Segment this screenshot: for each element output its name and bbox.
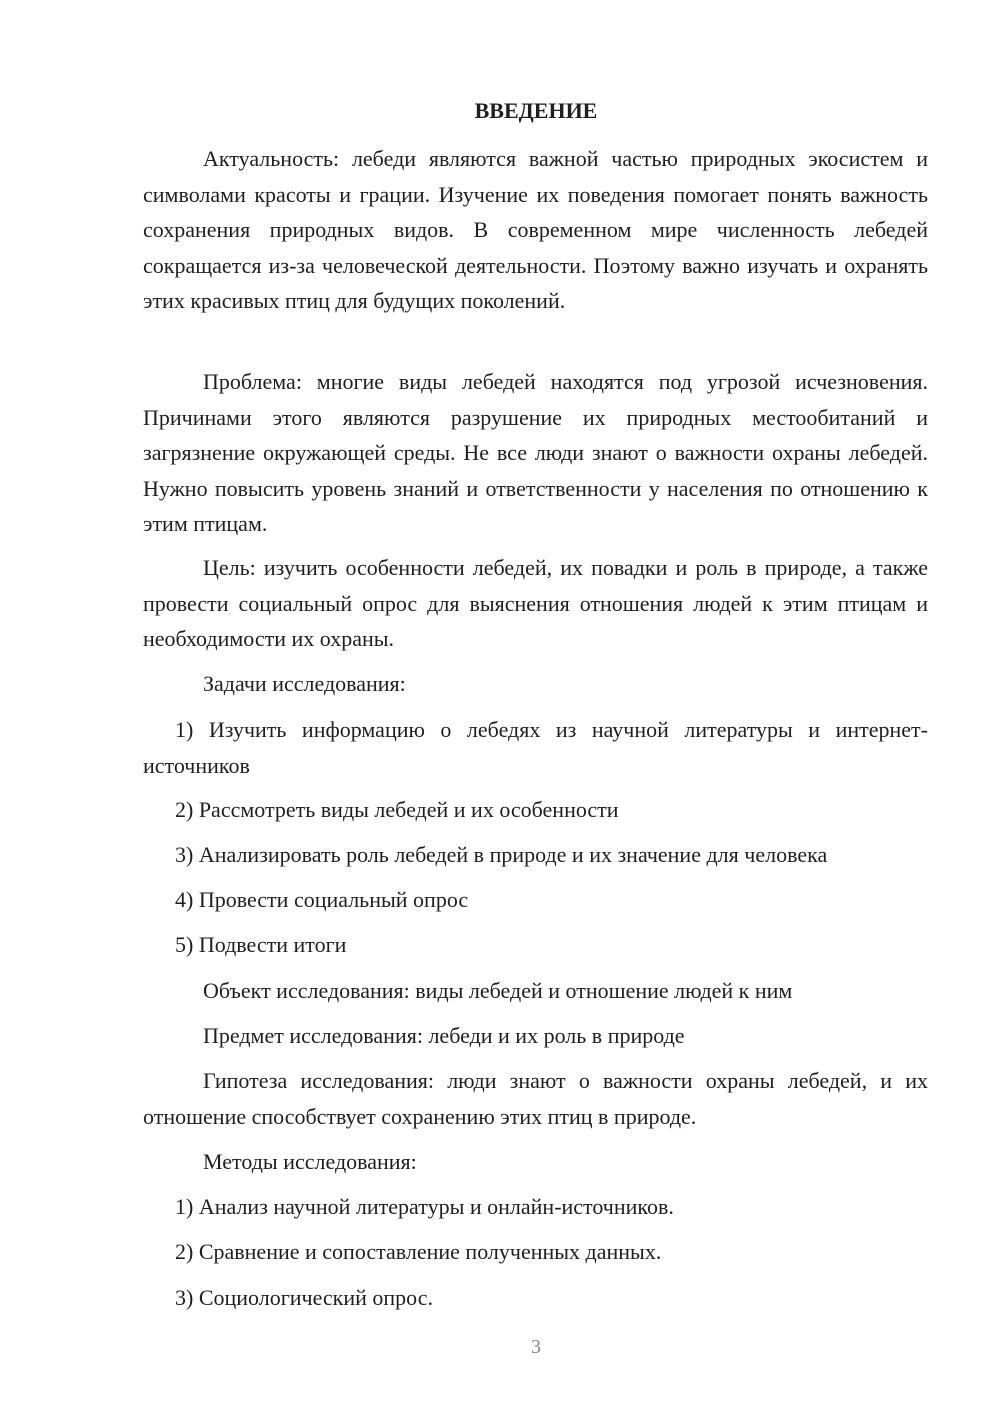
research-subject: Предмет исследования: лебеди и их роль в природе [203, 1023, 685, 1048]
task-item: 4) Провести социальный опрос [175, 887, 469, 912]
tasks-title: Задачи исследования: [203, 671, 406, 696]
relevance-paragraph: Актуальность: лебеди являются важной частью природных экосистем и символами красоты и грации. Изучение их поведения помогает понять важность сохранения природных видов. В современном мире численность лебедей сокращается из-за человеческой деятельности. Поэтому важно изучать и охранять этих красивых птиц для будущих поколений. [143, 146, 928, 313]
hypothesis-paragraph: Гипотеза исследования: люди знают о важности охраны лебедей, и их отношение способствует сохранению этих птиц в природе. [143, 1068, 928, 1129]
section-heading: ВВЕДЕНИЕ [474, 98, 598, 123]
problem-paragraph: Проблема: многие виды лебедей находятся под угрозой исчезновения. Причинами этого являются разрушение их природных местообитаний и загрязнение окружающей среды. Не все люди знают о важности охраны лебедей. Нужно повысить уровень знаний и ответственности у населения по отношению к этим птицам. [143, 369, 928, 536]
method-item: 1) Анализ научной литературы и онлайн-источников. [175, 1194, 674, 1219]
research-object: Объект исследования: виды лебедей и отношение людей к ним [203, 978, 793, 1003]
task-item: 3) Анализировать роль лебедей в природе и их значение для человека [175, 842, 828, 867]
methods-title: Методы исследования: [203, 1149, 417, 1174]
goal-paragraph: Цель: изучить особенности лебедей, их повадки и роль в природе, а также провести социальный опрос для выяснения отношения людей к этим птицам и необходимости их охраны. [143, 555, 928, 651]
method-item: 3) Социологический опрос. [175, 1285, 433, 1310]
task-item: 2) Рассмотреть виды лебедей и их особенности [175, 797, 619, 822]
task-item: 5) Подвести итоги [175, 932, 347, 957]
page-number: 3 [531, 1336, 541, 1358]
method-item: 2) Сравнение и сопоставление полученных данных. [175, 1239, 662, 1264]
task-item: 1) Изучить информацию о лебедях из научной литературы и интернет-источников [143, 717, 928, 778]
